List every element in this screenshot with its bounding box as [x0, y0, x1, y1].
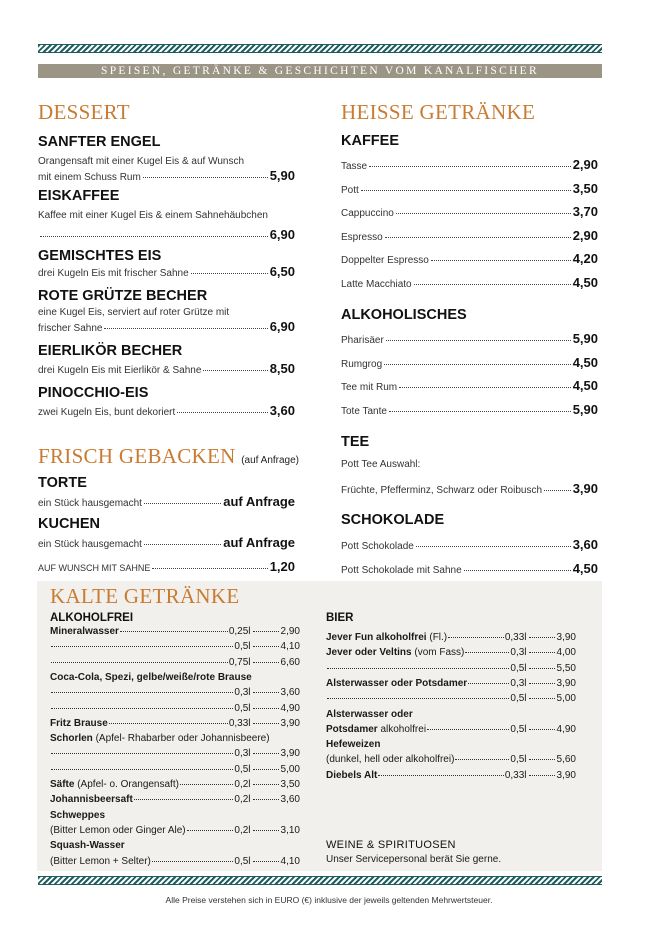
item-label: Tasse: [341, 161, 368, 172]
item-torte: TORTE: [38, 475, 87, 491]
price-row: [38, 403, 295, 418]
drink-label: Fritz Brause: [50, 717, 108, 729]
drink-label: Jever Fun alkoholfrei (Fl.): [326, 632, 448, 643]
drink-heading: Hefeweizen: [326, 739, 381, 751]
heisse-title: HEISSE GETRÄNKE: [341, 100, 536, 124]
item-rote-gruetze: ROTE GRÜTZE BECHER: [38, 288, 208, 304]
price-row: [341, 275, 598, 290]
price-row: [341, 251, 598, 266]
item-label: Espresso: [341, 232, 383, 243]
drink-row: [326, 724, 576, 735]
drink-price: 3,10: [280, 824, 300, 836]
drink-volume: 0,5l: [234, 641, 251, 653]
item-desc: Kaffee mit einer Kugel Eis & einem Sahnehäubchen: [38, 210, 268, 221]
drink-volume: 0,3l: [510, 647, 527, 659]
price-row: [38, 227, 295, 242]
item-label: Tote Tante: [341, 406, 387, 417]
drink-price: 5,00: [556, 693, 576, 705]
drink-volume: 0,5l: [234, 702, 251, 714]
drink-volume: 0,75l: [228, 656, 251, 668]
drink-volume: 0,5l: [510, 662, 527, 674]
item-label: Rumgrog: [341, 359, 383, 370]
drink-volume: 0,33l: [504, 632, 527, 643]
footer-note: Alle Preise verstehen sich in EURO (€) inklusive der jeweils geltenden Mehrwertsteuer.: [165, 895, 493, 905]
price-row: [341, 331, 598, 346]
item-label: Latte Macchiato: [341, 279, 412, 290]
drink-row: [50, 779, 300, 790]
drink-row: [326, 770, 576, 781]
item-label: Doppelter Espresso: [341, 255, 429, 266]
item-eierlikoer: EIERLIKÖR BECHER: [38, 343, 183, 359]
drink-row: [50, 794, 300, 805]
price: 4,50: [572, 378, 598, 393]
kalte-title: KALTE GETRÄNKE: [50, 584, 240, 608]
drink-volume: 0,5l: [510, 693, 527, 705]
item-desc: frischer Sahne: [38, 323, 103, 334]
price-row: [341, 204, 598, 219]
price: 4,20: [572, 251, 598, 266]
drink-price: 5,60: [556, 754, 576, 766]
dessert-title: DESSERT: [38, 100, 130, 124]
drink-volume: 0,3l: [234, 748, 251, 760]
drink-price: 3,90: [280, 748, 300, 760]
drink-label: (Bitter Lemon + Selter): [50, 855, 151, 867]
item-desc: drei Kugeln Eis mit frischer Sahne: [38, 268, 189, 279]
drink-row: [50, 718, 300, 729]
price-row: [38, 535, 295, 550]
drink-row: [326, 693, 576, 704]
price: 5,90: [269, 168, 295, 183]
drink-row: [50, 748, 300, 759]
item-label: Pott Schokolade mit Sahne: [341, 565, 462, 576]
price-row: [341, 537, 598, 552]
weine-text: Unser Servicepersonal berät Sie gerne.: [326, 854, 502, 865]
price-row: [38, 494, 295, 509]
drink-price: 4,10: [280, 855, 300, 867]
price: 4,50: [572, 355, 598, 370]
drink-volume: 0,33l: [504, 769, 527, 781]
drink-price: 3,60: [280, 687, 300, 699]
frisch-title-text: FRISCH GEBACKEN: [38, 444, 236, 468]
price-row: [341, 228, 598, 243]
item-label: Pharisäer: [341, 335, 384, 346]
drink-row: [326, 647, 576, 658]
header-banner: SPEISEN, GETRÄNKE & GESCHICHTEN VOM KANALFISCHER: [38, 64, 602, 78]
drink-row: [326, 632, 576, 643]
item-desc: drei Kugeln Eis mit Eierlikör & Sahne: [38, 365, 202, 376]
item-desc: eine Kugel Eis, serviert auf roter Grütze mit: [38, 307, 230, 318]
drink-label: Alsterwasser oder Potsdamer: [326, 677, 468, 689]
drink-price: 5,00: [280, 763, 300, 775]
drink-volume: 0,2l: [234, 824, 251, 836]
frisch-note: (auf Anfrage): [241, 455, 299, 466]
item-gemischtes-eis: GEMISCHTES EIS: [38, 248, 162, 264]
price: 3,70: [572, 204, 598, 219]
price: 2,90: [572, 228, 598, 243]
drink-price: 2,90: [280, 626, 300, 637]
item-label: Cappuccino: [341, 208, 394, 219]
drink-volume: 0,5l: [234, 855, 251, 867]
drink-row: [50, 657, 300, 668]
drink-price: 3,90: [556, 632, 576, 643]
drink-price: 3,90: [556, 769, 576, 781]
alkoholisches-title: ALKOHOLISCHES: [341, 307, 467, 323]
drink-row: [50, 641, 300, 652]
drink-price: 5,50: [556, 662, 576, 674]
price: 3,90: [572, 481, 598, 496]
drink-row: [50, 626, 300, 637]
kaffee-title: KAFFEE: [341, 133, 399, 149]
drink-row: [326, 678, 576, 689]
drink-heading: Coca-Cola, Spezi, gelbe/weiße/rote Brause: [50, 671, 252, 683]
drink-row: [50, 856, 300, 867]
drink-row: [50, 703, 300, 714]
price: 5,90: [572, 331, 598, 346]
drink-price: 6,60: [280, 656, 300, 668]
extra-label: AUF WUNSCH MIT SAHNE: [38, 563, 151, 573]
price-row: [341, 355, 598, 370]
drink-volume: 0,5l: [234, 763, 251, 775]
price-row: [341, 378, 598, 393]
price: 8,50: [269, 361, 295, 376]
drink-volume: 0,2l: [234, 794, 251, 806]
drink-label: Diebels Alt: [326, 769, 378, 781]
price-row: [341, 181, 598, 196]
drink-label: (dunkel, hell oder alkoholfrei): [326, 754, 455, 766]
price-row: [341, 402, 598, 417]
drink-price: 3,90: [280, 717, 300, 729]
top-border: [38, 44, 602, 53]
item-label: Tee mit Rum: [341, 382, 398, 393]
drink-heading: Schweppes: [50, 809, 106, 821]
price: 1,20: [269, 559, 295, 574]
price-row: [38, 264, 295, 279]
schokolade-title: SCHOKOLADE: [341, 512, 445, 528]
drink-volume: 0,3l: [510, 677, 527, 689]
drink-label: Säfte (Apfel- o. Orangensaft): [50, 779, 179, 790]
drink-heading: Squash-Wasser: [50, 840, 125, 852]
drink-volume: 0,5l: [510, 754, 527, 766]
price: 2,90: [572, 157, 598, 172]
price-row: [341, 561, 598, 576]
item-eiskaffee: EISKAFFEE: [38, 188, 120, 204]
drink-volume: 0,3l: [234, 687, 251, 699]
drink-price: 4,90: [556, 723, 576, 735]
price: 6,50: [269, 264, 295, 279]
item-pinocchio: PINOCCHIO-EIS: [38, 385, 149, 401]
item-label: Früchte, Pfefferminz, Schwarz oder Roibusch: [341, 485, 543, 496]
drink-label: Jever oder Veltins (vom Fass): [326, 647, 465, 659]
frisch-title: [38, 444, 299, 469]
item-kuchen: KUCHEN: [38, 516, 101, 532]
drink-row: [50, 764, 300, 775]
drink-volume: 0,2l: [234, 779, 251, 790]
price: 6,90: [269, 227, 295, 242]
drink-volume: 0,25l: [228, 626, 251, 637]
drink-price: 4,10: [280, 641, 300, 653]
drink-volume: 0,5l: [510, 723, 527, 735]
price: 4,50: [572, 561, 598, 576]
drink-price: 4,90: [280, 702, 300, 714]
price: auf Anfrage: [223, 535, 295, 550]
drink-volume: 0,33l: [228, 717, 251, 729]
alkoholfrei-title: ALKOHOLFREI: [50, 612, 134, 624]
price: auf Anfrage: [223, 494, 295, 509]
drink-label: Johannisbeersaft: [50, 794, 133, 806]
price: 3,60: [572, 537, 598, 552]
drink-label: Mineralwasser: [50, 626, 119, 637]
item-desc: ein Stück hausgemacht: [38, 498, 142, 509]
bier-title: BIER: [326, 612, 354, 624]
bottom-border: [38, 876, 602, 885]
price-row: [38, 559, 295, 574]
price: 4,50: [572, 275, 598, 290]
drink-price: 3,60: [280, 794, 300, 806]
drink-row: [50, 825, 300, 836]
item-sanfter-engel: SANFTER ENGEL: [38, 134, 161, 150]
drink-price: 3,50: [280, 779, 300, 790]
item-desc: zwei Kugeln Eis, bunt dekoriert: [38, 407, 176, 418]
item-desc: ein Stück hausgemacht: [38, 539, 142, 550]
item-desc: Orangensaft mit einer Kugel Eis & auf Wunsch: [38, 156, 245, 167]
tee-line: Pott Tee Auswahl:: [341, 459, 421, 470]
price: 5,90: [572, 402, 598, 417]
price-row: [38, 168, 295, 183]
tee-title: TEE: [341, 434, 370, 450]
item-label: Pott Schokolade: [341, 541, 414, 552]
weine-title: WEINE & SPIRITUOSEN: [326, 839, 456, 851]
drink-row: [326, 754, 576, 765]
price-row: [38, 361, 295, 376]
price-row: [38, 319, 295, 334]
drink-heading: Schorlen (Apfel- Rhabarber oder Johannisbeere): [50, 733, 270, 745]
price-row: [341, 157, 598, 172]
item-desc: mit einem Schuss Rum: [38, 172, 141, 183]
drink-label: Potsdamer alkoholfrei: [326, 723, 427, 735]
drink-row: [326, 663, 576, 674]
drink-label: (Bitter Lemon oder Ginger Ale): [50, 824, 186, 836]
drink-heading: Alsterwasser oder: [326, 708, 413, 720]
price: 3,60: [269, 403, 295, 418]
price: 3,50: [572, 181, 598, 196]
drink-price: 3,90: [556, 677, 576, 689]
price: 6,90: [269, 319, 295, 334]
price-row: [341, 481, 598, 496]
drink-row: [50, 687, 300, 698]
drink-price: 4,00: [556, 647, 576, 659]
item-label: Pott: [341, 185, 359, 196]
